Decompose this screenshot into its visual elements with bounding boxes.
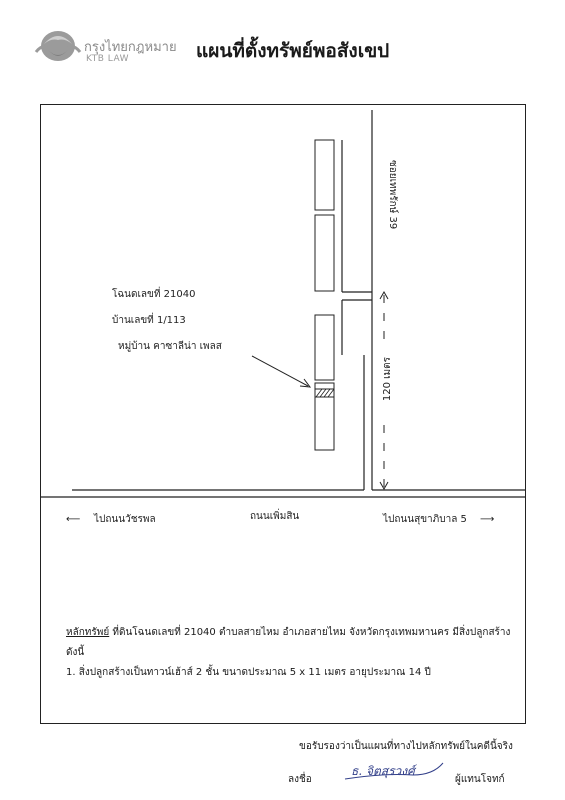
soi-label: ซอยเทพรักษ์ 39 [387, 160, 398, 230]
distance-label: 120 เมตร [382, 357, 393, 402]
pointer-arrow [252, 356, 308, 386]
description-line [66, 623, 516, 663]
main-road-label: ถนนเพิ่มสิน [250, 511, 300, 522]
logo-sub-text: KTB LAW [86, 54, 130, 64]
signature-label: ลงชื่อ [288, 774, 312, 785]
logo-brand-text: กรุงไทยกฎหมาย [84, 40, 177, 55]
house-number-text: บ้านเลขที่ 1/113 [112, 315, 186, 326]
collateral-text: ที่ดินโฉนดเลขที่ 21040 ตำบลสายไหม อำเภอสายไหม จังหวัดกรุงเทพมหานคร มีสิ่งปลูกสร้างดังนี้ [66, 627, 511, 658]
signature [343, 755, 448, 785]
collateral-label: หลักทรัพย์ [66, 627, 110, 638]
signature-text: ธ. จิตสุรวงศ์ [351, 764, 415, 778]
page-title: แผนที่ตั้งทรัพย์พอสังเขป [196, 40, 390, 62]
right-arrow-icon: ⟶ [480, 514, 495, 525]
left-direction-label: ไปถนนวัชรพล [94, 514, 156, 525]
signer-role: ผู้แทนโจทก์ [455, 774, 505, 785]
building-block [315, 215, 334, 291]
building-block [315, 140, 334, 210]
right-direction-label: ไปถนนสุขาภิบาล 5 [383, 514, 467, 525]
building-block [315, 315, 334, 380]
building-item: 1. สิ่งปลูกสร้างเป็นทาวน์เฮ้าส์ 2 ชั้น ขนาดประมาณ 5 x 11 เมตร อายุประมาณ 14 ปี [66, 667, 431, 678]
village-name-text: หมู่บ้าน คาซาลีน่า เพลส [118, 341, 222, 352]
property-description [66, 623, 516, 683]
certification-text: ขอรับรองว่าเป็นแผนที่ทางไปหลักทรัพย์ในคดีนี้จริง [299, 741, 513, 752]
left-arrow-icon: ⟵ [66, 514, 81, 525]
deed-number-text: โฉนดเลขที่ 21040 [112, 289, 196, 300]
